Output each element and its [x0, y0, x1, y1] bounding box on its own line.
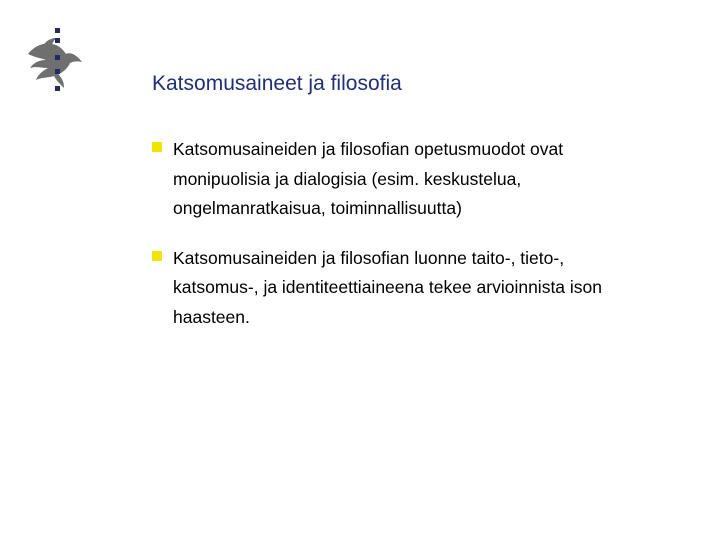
bullet-line: Katsomusaineiden ja filosofian opetusmuodot ovat — [173, 139, 564, 159]
bullet-list — [152, 135, 692, 352]
university-logo-icon — [22, 28, 88, 96]
bullet-line: ongelmanratkaisua, toiminnallisuutta) — [173, 198, 462, 218]
bullet-line: Katsomusaineiden ja filosofian luonne taito-, tieto-, — [173, 247, 565, 268]
bullet-line: katsomus-, ja identiteettiaineena tekee arvioinnista ison — [173, 277, 602, 297]
bullet-item — [152, 135, 692, 224]
bullet-line: haasteen. — [173, 306, 250, 327]
bullet-square-icon — [152, 251, 162, 261]
bullet-line: monipuolisia ja dialogisia (esim. keskustelua, — [173, 168, 522, 189]
bullet-item — [152, 244, 692, 333]
bullet-square-icon — [152, 142, 162, 152]
slide-title: Katsomusaineet ja filosofia — [152, 72, 402, 95]
